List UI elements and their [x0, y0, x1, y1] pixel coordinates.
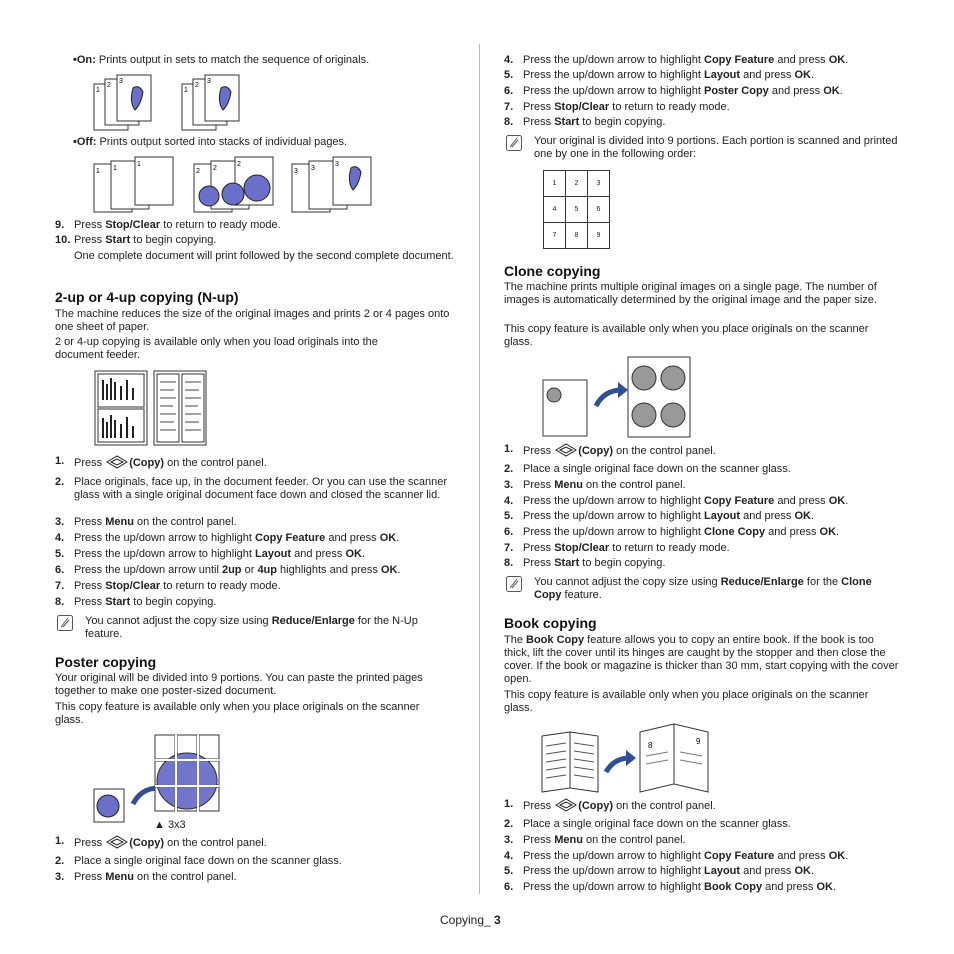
poster-figure — [93, 734, 283, 824]
copy-button-icon — [105, 835, 129, 849]
svg-text:2: 2 — [195, 82, 199, 89]
grid-cell: 6 — [588, 197, 610, 223]
nup-title: 2-up or 4-up copying (N-up) — [55, 289, 239, 305]
poster-title: Poster copying — [55, 654, 157, 670]
clone-paragraph-2: This copy feature is available only when you place originals on the scanner glass. — [504, 323, 869, 348]
grid-cell: 8 — [566, 223, 588, 249]
nup-figure — [94, 370, 212, 448]
grid-cell: 2 — [566, 171, 588, 197]
svg-text:3: 3 — [207, 78, 211, 85]
poster-order-grid — [543, 170, 610, 249]
svg-text:1: 1 — [137, 161, 141, 168]
svg-text:2: 2 — [107, 82, 111, 89]
book-title: Book copying — [504, 615, 597, 631]
copy-button-icon — [105, 455, 129, 469]
grid-cell: 9 — [588, 223, 610, 249]
svg-text:3: 3 — [294, 168, 298, 175]
svg-text:1: 1 — [96, 168, 100, 175]
book-paragraph-2: This copy feature is available only when you place originals on the scanner glass. — [504, 689, 869, 714]
clone-figure — [542, 356, 702, 438]
svg-text:2: 2 — [213, 165, 217, 172]
nup-paragraph-1: The machine reduces the size of the original images and prints 2 or 4 pages onto one sheet of paper. — [55, 308, 450, 333]
footer-label: Copying_ — [440, 913, 491, 927]
svg-text:1: 1 — [96, 87, 100, 94]
on-option: •On: Prints output in sets to match the sequence of originals. — [73, 54, 370, 66]
poster-caption: ▲ 3x3 — [154, 819, 186, 831]
note-pencil-icon — [506, 135, 522, 151]
collate-off-figure — [93, 156, 413, 216]
book-paragraph-1: The Book Copy feature allows you to copy an entire book. If the book is too thick, lift the cover until its hinges are caught by the stopper and then close the cover. If the book or magazine is thicker than 30 mm, start copying with the cover open. — [504, 634, 899, 685]
grid-cell: 7 — [544, 223, 566, 249]
column-divider — [479, 44, 480, 894]
clone-paragraph-1: The machine prints multiple original images on a single page. The number of images is automatically determined by the original image and the paper size. — [504, 281, 877, 306]
step-10-note: One complete document will print followed by the second complete document. — [74, 250, 454, 262]
grid-cell: 4 — [544, 197, 566, 223]
svg-text:3: 3 — [119, 78, 123, 85]
clone-title: Clone copying — [504, 263, 601, 279]
poster-paragraph-1: Your original will be divided into 9 portions. You can paste the printed pages together to make one poster-sized document. — [55, 672, 423, 697]
svg-text:9: 9 — [696, 737, 701, 746]
svg-text:2: 2 — [237, 161, 241, 168]
page-number: 3 — [494, 913, 501, 927]
svg-text:8: 8 — [648, 741, 653, 750]
collate-on-figure — [93, 74, 293, 134]
note-pencil-icon — [57, 615, 73, 631]
svg-text:3: 3 — [311, 165, 315, 172]
grid-cell: 3 — [588, 171, 610, 197]
note-pencil-icon — [506, 576, 522, 592]
svg-text:3: 3 — [335, 161, 339, 168]
svg-text:2: 2 — [196, 168, 200, 175]
page-footer — [440, 914, 501, 927]
grid-cell: 1 — [544, 171, 566, 197]
nup-paragraph-2: 2 or 4-up copying is available only when you load originals into the document feeder. — [55, 336, 378, 361]
svg-text:1: 1 — [184, 87, 188, 94]
copy-button-icon — [554, 443, 578, 457]
copy-button-icon — [554, 798, 578, 812]
off-option: •Off: Prints output sorted into stacks of individual pages. — [73, 136, 348, 148]
grid-cell: 5 — [566, 197, 588, 223]
poster-paragraph-2: This copy feature is available only when you place originals on the scanner glass. — [55, 701, 420, 726]
book-figure — [540, 722, 720, 794]
svg-text:1: 1 — [113, 165, 117, 172]
